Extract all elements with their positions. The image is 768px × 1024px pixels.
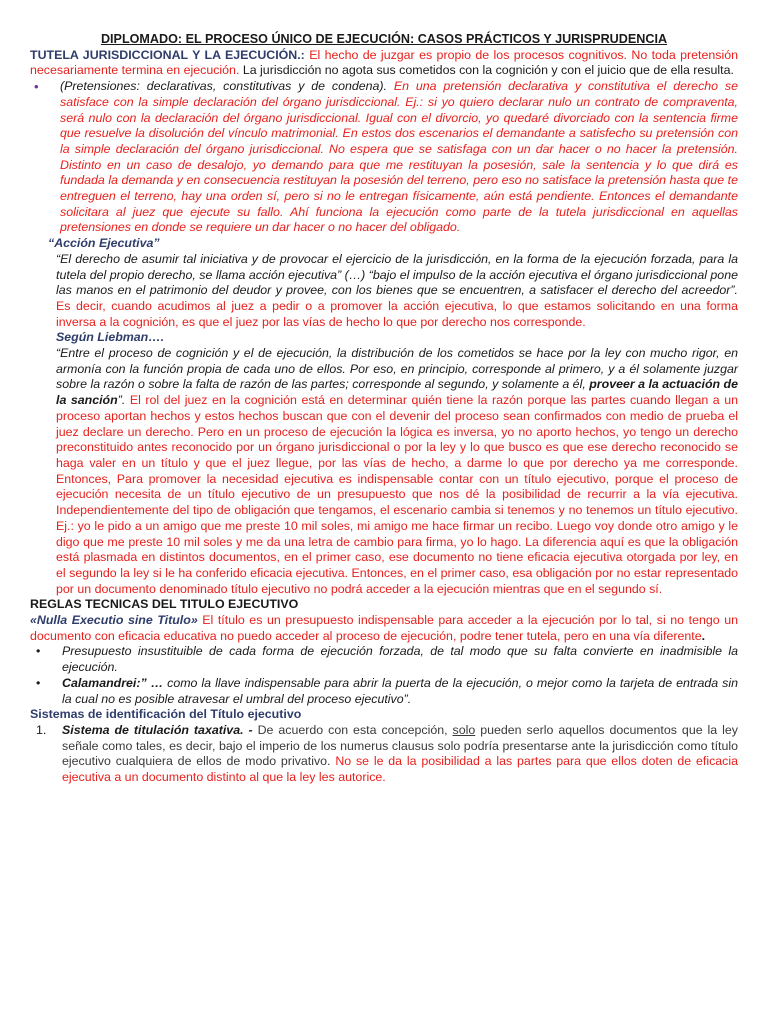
sistemas-heading: Sistemas de identificación del Título ejecutivo xyxy=(30,707,302,722)
accion-red-text: Es decir, cuando acudimos al juez a pedir o a promover la acción ejecutiva, lo que estamos solicitando en una forma inversa a la cognición, es que el juez por las vías de hecho lo que por derecho nos corresponde. xyxy=(56,298,738,329)
bullet-dot-icon: • xyxy=(36,644,41,659)
sistema-text-after: pueden serlo aquellos documentos que la ley señale como tales, es decir, bajo el imperio de los numerus clausus solo podría presentarse ante la jurisdicción como título ejecutivo cualquiera de ellos de modo privativo. xyxy=(62,722,739,769)
tutela-paragraph xyxy=(30,48,738,79)
document-title: DIPLOMADO: EL PROCESO ÚNICO DE EJECUCIÓN: CASOS PRÁCTICOS Y JURISPRUDENCIA xyxy=(100,32,668,46)
accion-paragraph xyxy=(30,252,738,331)
sistema-underlined: solo xyxy=(452,722,476,737)
accion-quote: “El derecho de asumir tal iniciativa y de provocar el ejercicio de la jurisdicción, en la forma de la ejecución forzada, para la tutela del propio derecho, se llama acción ejecutiva” (…) “bajo el impulso de la acción ejecutiva el órgano jurisdiccional pone las manos en el patrimonio del deudor y provee, con los bienes que se encuentren, a satisfacer el derecho del acreedor”. xyxy=(56,251,738,298)
accion-heading: “Acción Ejecutiva” xyxy=(48,236,160,251)
liebman-heading: Según Liebman…. xyxy=(56,330,165,345)
tutela-red-text: El hecho de juzgar es propio de los procesos cognitivos. No toda pretensión necesariamente termina en ejecución. xyxy=(30,47,738,78)
calamandrei-text: como la llave indispensable para abrir la puerta de la ejecución, o mejor como la tarjeta de entrada sin la cual no es posible atravesar el umbral del proceso ejecutivo”. xyxy=(62,675,738,706)
tutela-text: La jurisdicción no agota sus cometidos con la cognición y con el juicio que de ella resulta. xyxy=(239,63,734,78)
sistema-red-text: No se le da la posibilidad a las partes para que ellos doten de eficacia ejecutiva a un documento distinto al que la ley les autorice. xyxy=(62,754,738,785)
tutela-heading: TUTELA JURISDICCIONAL Y LA EJECUCIÓN.: xyxy=(30,47,305,62)
reglas-bullet xyxy=(30,676,738,707)
nulla-period: . xyxy=(701,628,706,643)
pretensiones-italic: (Pretensiones: declarativas, constitutivas y de condena). xyxy=(60,79,387,94)
liebman-bold: proveer a la actuación de la sanción xyxy=(56,377,739,408)
nulla-paragraph xyxy=(30,613,738,644)
reglas-bullet xyxy=(30,644,738,675)
pretensiones-bullet xyxy=(30,79,738,236)
nulla-latin: «Nulla Executio sine Titulo» xyxy=(30,613,198,628)
nulla-red-text: El título es un presupuesto indispensable para acceder a la ejecución por lo tal, si no tengo un documento con eficacia educativa no puedo acceder al proceso de ejecución, podre tener tutela, pero en una vía diferente xyxy=(30,613,738,643)
liebman-quote: “Entre el proceso de cognición y el de ejecución, la distribución de los cometidos se hace por la ley con mucho rigor, en armonía con la función propia de cada uno de ellos. Por eso, en principio, corresponde al primero, y a él solamente juzgar sobre la razón o sobre la falta de razón de las partes; corresponde al segundo, y solamente a él, xyxy=(56,346,738,392)
liebman-red-text: El rol del juez en la cognición está en determinar quién tiene la razón porque las partes cuando llegan a un proceso aportan hechos y estos hechos buscan que con el devenir del proceso sean confirmados con medio de prueba el juez declare un derecho. Pero en un proceso de ejecución la lógica es inversa, yo no aporto hechos, yo tengo un derecho preconstituido antes reconocido por un órgano jurisdiccional o por la ley y lo que busco es que ese derecho reconocido se haga valer en un título y que el juez llegue, por las vías de hecho, a darme lo que por derecho ya me corresponde. Entonces, Para promover la necesidad ejecutiva es indispensable contar con un título ejecutivo, porque el proceso de ejecución necesita de un título ejecutivo de un presupuesto que nos dé la posibilidad de recurrir a la vía ejecutiva. Independientemente del tipo de obligación que tengamos, el escenario cambia si tenemos y no tenemos un título ejecutivo. Ej.: yo le pido a un amigo que me preste 10 mil soles, mi amigo me hace firmar un recibo. Luego voy donde otro amigo y le digo que me preste 10 mil soles y me da una letra de cambio para firma, yo lo hago. La diferencia aquí es que la obligación está plasmada en distintos documentos, en el primer caso, ese documento no tiene eficacia ejecutiva otorgada por ley, en el segundo la ley si le ha conferido eficacia ejecutiva. Entonces, en el primer caso, esa obligación por no estar representado por un documento denominado título ejecutivo no podrá acceder a la ejecución mientras que en el segundo sí. xyxy=(56,393,738,596)
reglas-heading: REGLAS TECNICAS DEL TITULO EJECUTIVO xyxy=(30,597,299,612)
bullet-dot-icon: • xyxy=(34,79,39,95)
reglas-bullet-text: Presupuesto insustituible de cada forma de ejecución forzada, de tal modo que su falta convierte en inadmisible la ejecución. xyxy=(62,644,738,675)
bullet-dot-icon: • xyxy=(36,675,41,690)
calamandrei-label: Calamandrei:” … xyxy=(62,675,164,690)
liebman-paragraph xyxy=(30,346,738,597)
sistema-title: Sistema de titulación taxativa. - xyxy=(62,722,253,737)
sistemas-item xyxy=(30,723,738,786)
item-number: 1. xyxy=(36,722,47,737)
pretensiones-red-text: En una pretensión declarativa y constitutiva el derecho se satisface con la simple declaración del órgano jurisdiccional. Ej.: si yo quiero declarar nulo un contrato de compraventa, será nulo con la declaración del órgano jurisdiccional. Igual con el divorcio, yo quedaré divorciado con la sentencia firme que resuelve la disolución del vínculo matrimonial. En estos dos escenarios el demandante a satisfecho su pretensión con la simple declaración del órgano jurisdiccional. No espera que se satisfaga con un dar hacer o no hacer la pretensión. Distinto en un caso de desalojo, yo demando para que me restituyan la posesión, sale la sentencia y lo que dirá es fundada la demanda y en consecuencia restituyan la posesión del terreno, pero eso no satisface la pretensión hasta que te entreguen el terreno, hay una orden sí, pero si no le entregan físicamente, aún está pendiente. Entonces el demandante solicitara al juez que ejecute su fallo. Ahí funciona la ejecución como parte de la tutela jurisdiccional en aquellas pretensiones en donde se requiere un dar hacer o no hacer del obligado. xyxy=(60,79,738,235)
liebman-quote-end: ”. xyxy=(117,393,126,408)
sistema-text-before: De acuerdo con esta concepción, xyxy=(252,722,453,737)
